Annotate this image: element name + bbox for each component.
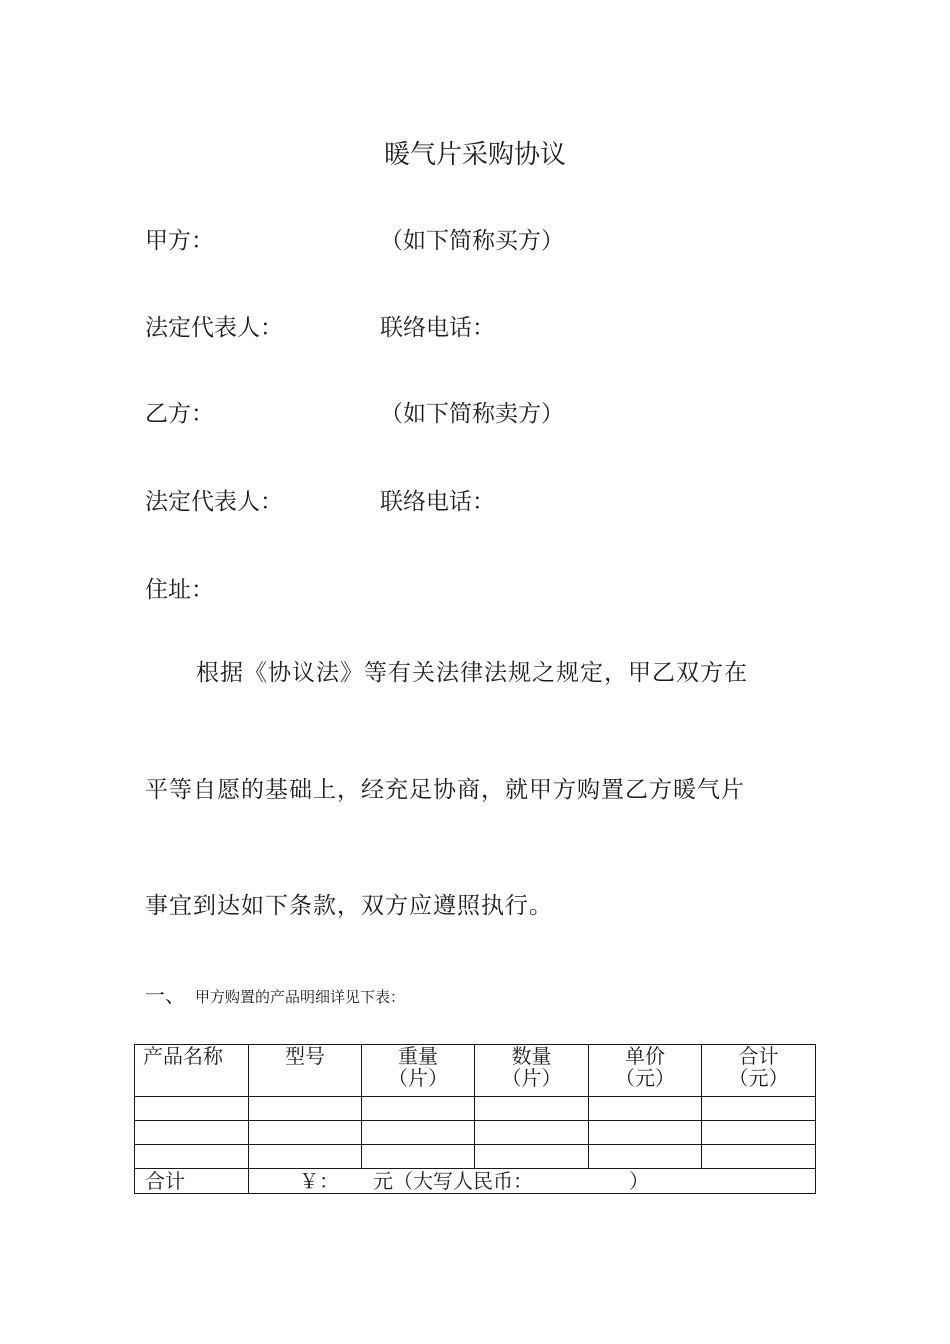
table-header-row — [135, 1045, 816, 1097]
header-unit-price: 单价 （元） — [589, 1045, 702, 1097]
table-row — [135, 1121, 816, 1145]
product-table — [134, 1044, 816, 1194]
table-cell[interactable] — [475, 1145, 589, 1169]
header-weight: 重量 （片） — [362, 1045, 475, 1097]
table-cell[interactable] — [589, 1121, 702, 1145]
section-1-heading — [145, 979, 405, 1008]
party-a-note: （如下简称买方） — [380, 228, 564, 254]
paragraph-line-1: 根据《协议法》等有关法律法规之规定，甲乙双方在 — [196, 660, 748, 686]
legal-rep-label-a: 法定代表人： — [145, 315, 283, 341]
table-cell[interactable] — [249, 1121, 362, 1145]
legal-rep-label-b: 法定代表人： — [145, 489, 283, 515]
table-cell[interactable] — [249, 1145, 362, 1169]
table-cell[interactable] — [702, 1121, 816, 1145]
table-cell[interactable] — [135, 1097, 249, 1121]
document-title: 暖气片采购协议 — [383, 140, 566, 170]
total-text: 元（大写人民币： — [373, 1169, 533, 1193]
party-a-label: 甲方： — [145, 228, 214, 254]
party-b-note: （如下简称卖方） — [380, 401, 564, 427]
total-label: 合计 — [135, 1169, 249, 1194]
section-1-number: 一、 — [145, 983, 185, 1007]
header-model: 型号 — [249, 1045, 362, 1097]
table-cell[interactable] — [362, 1121, 475, 1145]
header-product-name: 产品名称 — [135, 1045, 249, 1097]
table-cell[interactable] — [135, 1145, 249, 1169]
paragraph-line-2: 平等自愿的基础上，经充足协商，就甲方购置乙方暖气片 — [145, 777, 745, 803]
party-b-label: 乙方： — [145, 401, 214, 427]
table-cell[interactable] — [135, 1121, 249, 1145]
total-close: ） — [629, 1169, 649, 1193]
total-amount-cell[interactable] — [249, 1169, 816, 1194]
section-1-text: 甲方购置的产品明细详见下表： — [195, 988, 406, 1006]
table-row — [135, 1145, 816, 1169]
table-cell[interactable] — [589, 1145, 702, 1169]
address-label: 住址： — [145, 577, 214, 603]
table-cell[interactable] — [362, 1145, 475, 1169]
table-cell[interactable] — [589, 1097, 702, 1121]
total-currency: ￥： — [299, 1169, 339, 1193]
table-total-row — [135, 1169, 816, 1194]
header-subtotal: 合计 （元） — [702, 1045, 816, 1097]
table-row — [135, 1097, 816, 1121]
phone-label-b: 联络电话： — [380, 489, 495, 515]
table-cell[interactable] — [702, 1145, 816, 1169]
table-cell[interactable] — [475, 1121, 589, 1145]
table-cell[interactable] — [702, 1097, 816, 1121]
table-cell[interactable] — [249, 1097, 362, 1121]
phone-label-a: 联络电话： — [380, 315, 495, 341]
table-cell[interactable] — [475, 1097, 589, 1121]
paragraph-line-3: 事宜到达如下条款，双方应遵照执行。 — [145, 893, 553, 919]
header-quantity: 数量 （片） — [475, 1045, 589, 1097]
table-cell[interactable] — [362, 1097, 475, 1121]
